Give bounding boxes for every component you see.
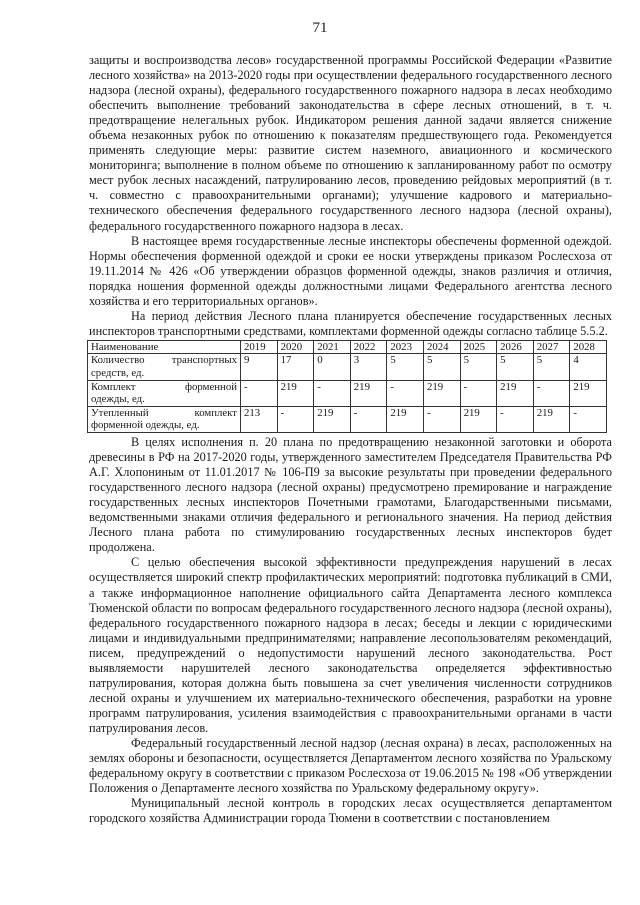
table-header-cell: 2028 [570, 340, 607, 354]
table-cell: 219 [387, 406, 424, 432]
table-cell: - [423, 406, 460, 432]
table-cell: 219 [350, 380, 387, 406]
row-name-cell [88, 354, 241, 380]
page-body [89, 53, 612, 826]
table-cell: 219 [570, 380, 607, 406]
paragraph: Федеральный государственный лесной надзор (лесная охрана) в лесах, расположенных на землях обороны и безопасности, осуществляется Департаментом лесного хозяйства по Уральскому федеральному округу в соответствии с приказом Рослесхоза от 19.06.2015 № 198 «Об утверждении Положения о Департаменте лесного хозяйства по Уральскому федеральному округу». [89, 735, 612, 796]
table-header-cell: 2027 [533, 340, 570, 354]
table-cell: 219 [314, 406, 351, 432]
table-cell: 219 [460, 406, 497, 432]
table-cell: 219 [497, 380, 534, 406]
table-header-row [88, 340, 607, 354]
paragraph: С целью обеспечения высокой эффективности предупреждения нарушений в лесах осуществляется широкий спектр профилактических мероприятий: подготовка публикаций в СМИ, а также информационное наполнение официального сайта Департамента лесного комплекса Тюменской области по вопросам федерального государственного лесного надзора (лесной охраны), федерального государственного пожарного надзора в лесах; беседы и лекции с юридическими лицами и индивидуальными предпринимателями; направление лесопользователям рекомендаций, писем, предупреждений о недопустимости нарушений лесного законодательства. Рост выявляемости нарушителей лесного законодательства определяется эффективностью патрулирования, которая должна быть повышена за счет увеличения численности сотрудников лесной охраны и улучшением их материально-технического обеспечения, разработки на уровне программ патрулирования, усиления взаимодействия с правоохранительными органами в части патрулирования лесов. [89, 555, 613, 735]
table-cell: - [460, 380, 497, 406]
row-name-line: Утепленный комплект [91, 406, 237, 419]
table-cell: - [570, 406, 607, 432]
row-name-line: Количество транспортных [91, 354, 237, 367]
row-name-cell [88, 406, 241, 432]
row-name-line: одежды, ед. [91, 393, 145, 406]
table-header-cell: 2019 [241, 340, 278, 354]
table-header-cell: Наименование [88, 340, 241, 354]
row-name-line: Комплект форменной [91, 380, 237, 393]
row-name-cell [88, 380, 241, 406]
table-header-cell: 2026 [497, 340, 534, 354]
paragraph: В целях исполнения п. 20 плана по предотвращению незаконной заготовки и оборота древесины в РФ на 2017-2020 годы, утвержденного заместителем Председателя Правительства РФ А.Г. Хлопониным от 11.01.2017 № 106-П9 за высокие результаты при проведении федерального государственного лесного надзора (лесной охраны) предусмотрено премирование и награждение государственных лесных инспекторов Почетными грамотами, Благодарственными письмами, ведомственными знаками отличия федерального и регионального значения. На период действия Лесного плана работа по стимулированию государственных лесных инспекторов будет продолжена. [89, 435, 612, 555]
table-header-cell: 2024 [423, 340, 460, 354]
table-header-cell: 2020 [277, 340, 314, 354]
table-header-cell: 2022 [350, 340, 387, 354]
table-cell: 219 [277, 380, 314, 406]
table-cell: - [533, 380, 570, 406]
table-cell: 0 [314, 354, 351, 380]
table-cell: 9 [241, 354, 278, 380]
table-cell: - [350, 406, 387, 432]
paragraph: В настоящее время государственные лесные инспекторы обеспечены форменной одеждой. Нормы обеспечения форменной одеждой и сроки ее носки утверждены приказом Рослесхоза от 19.11.2014 № 426 «Об утверждении образцов форменной одежды, знаков различия и отличия, порядка ношения форменной одежды должностными лицами Федерального агентства лесного хозяйства и его территориальных органов». [89, 233, 612, 308]
table-cell: 17 [277, 354, 314, 380]
table-row [88, 354, 607, 380]
table-row [88, 380, 607, 406]
equipment-table [87, 340, 607, 433]
row-name-line: форменной одежды, ед. [91, 419, 200, 432]
paragraph: На период действия Лесного плана планируется обеспечение государственных лесных инспекторов транспортными средствами, комплектами форменной одежды согласно таблице 5.5.2. [89, 308, 612, 338]
table-header-cell: 2025 [460, 340, 497, 354]
row-name-line: средств, ед. [91, 367, 145, 380]
table-cell: 5 [460, 354, 497, 380]
table-cell: 5 [423, 354, 460, 380]
table-cell: - [387, 380, 424, 406]
table-cell: - [277, 406, 314, 432]
table-cell: 219 [423, 380, 460, 406]
table-cell: - [241, 380, 278, 406]
page-number: 71 [312, 20, 328, 36]
table-row [88, 406, 607, 432]
table-cell: 3 [350, 354, 387, 380]
table-cell: 5 [533, 354, 570, 380]
table-cell: 5 [387, 354, 424, 380]
table-cell: 213 [241, 406, 278, 432]
paragraph: защиты и воспроизводства лесов» государственной программы Российской Федерации «Развитие лесного хозяйства» на 2013-2020 годы при осуществлении федерального государственного лесного надзора (лесной охраны), федерального государственного пожарного надзора в лесах необходимо обеспечить выполнение требований законодательства в сфере лесных отношений, в т. ч. предотвращение нелегальных рубок. Индикатором решения данной задачи является снижение объема незаконных рубок по отношению к показателям предшествующего года. Рекомендуется применять следующие меры: развитие систем наземного, авиационного и космического мониторинга; выполнение в полном объеме по отношению к запланированному работ по осмотру мест рубок лесных насаждений, патрулированию лесов, проведению рейдовых мероприятий (в т. ч. совместно с правоохранительными органами); улучшение кадрового и материально-технического обеспечения федерального государственного лесного надзора (лесной охраны), федерального государственного пожарного надзора в лесах. [89, 53, 612, 233]
table-cell: 5 [497, 354, 534, 380]
table-cell: 219 [533, 406, 570, 432]
paragraph: Муниципальный лесной контроль в городских лесах осуществляется департаментом городского хозяйства Администрации города Тюмени в соответствии с постановлением [89, 796, 612, 826]
table-header-cell: 2021 [314, 340, 351, 354]
table-header-cell: 2023 [387, 340, 424, 354]
table-cell: 4 [570, 354, 607, 380]
table-cell: - [497, 406, 534, 432]
table-cell: - [314, 380, 351, 406]
